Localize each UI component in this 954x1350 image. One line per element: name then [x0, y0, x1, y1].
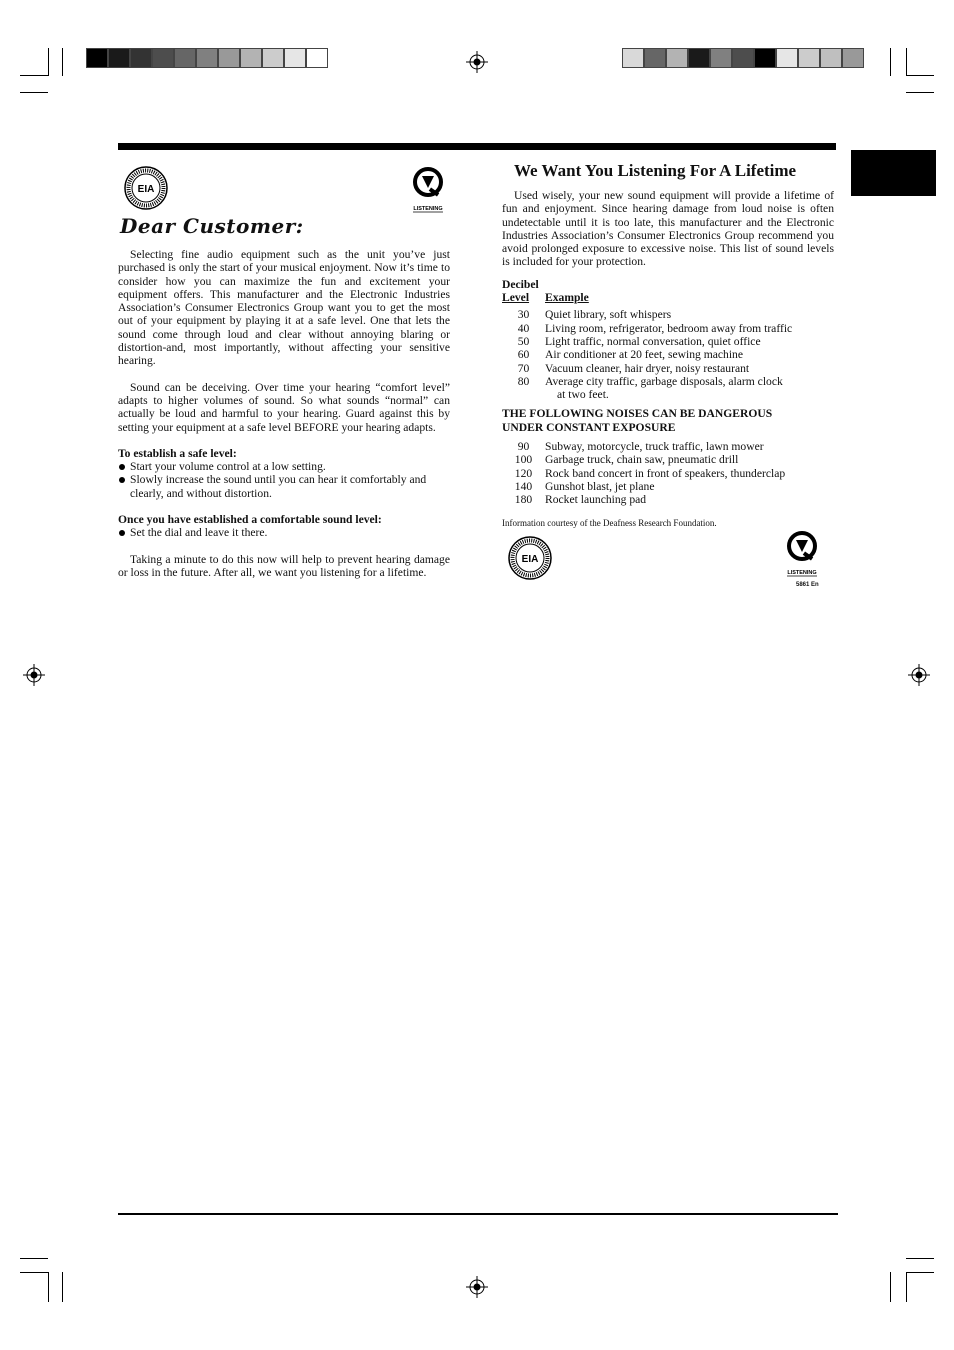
- list-item: Start your volume control at a low setting.: [118, 460, 450, 473]
- document-code: 5861 En: [796, 582, 819, 588]
- svg-text:EIA: EIA: [521, 554, 539, 565]
- color-swatch: [644, 48, 666, 68]
- color-bar-left: [86, 48, 328, 68]
- crop-mark: [20, 92, 48, 93]
- table-row: 90 Subway, motorcycle, truck traffic, lawn mower: [517, 440, 764, 454]
- example-column-header: Example: [545, 291, 589, 305]
- listening-lifetime-column: [502, 160, 834, 529]
- color-swatch: [262, 48, 284, 68]
- color-swatch: [174, 48, 196, 68]
- table-row: 70 Vacuum cleaner, hair dryer, noisy restaurant: [517, 361, 750, 375]
- paragraph: Taking a minute to do this now will help to prevent hearing damage or loss in the future. After all, we want you listening for a lifetime.: [118, 552, 450, 579]
- crop-mark: [20, 1272, 48, 1273]
- crop-mark: [48, 1272, 49, 1302]
- crop-mark: [62, 48, 63, 76]
- svg-text:LISTENING: LISTENING: [787, 570, 817, 576]
- color-swatch: [108, 48, 130, 68]
- crop-mark: [20, 1258, 48, 1259]
- crop-mark: [890, 48, 891, 76]
- danger-heading: THE FOLLOWING NOISES CAN BE DANGEROUS UNDER CONSTANT EXPOSURE: [502, 407, 773, 434]
- table-row: 140 Gunshot blast, jet plane: [514, 479, 655, 493]
- crop-mark: [62, 1272, 63, 1302]
- color-bar-right: [622, 48, 864, 68]
- crop-mark: [48, 48, 49, 76]
- bottom-rule: [118, 1213, 838, 1215]
- table-row: 80 Average city traffic, garbage disposals, alarm clock: [517, 374, 783, 388]
- table-row: 30 Quiet library, soft whispers: [517, 308, 672, 322]
- list-item: Slowly increase the sound until you can hear it comfortably and clearly, and without distortion.: [118, 473, 450, 500]
- crop-mark: [20, 75, 48, 76]
- color-swatch: [196, 48, 218, 68]
- danger-level-table: [502, 440, 785, 506]
- page-title: We Want You Listening For A Lifetime: [514, 161, 797, 180]
- top-rule: [118, 143, 836, 150]
- registration-mark-icon: [908, 664, 930, 686]
- table-row: 120 Rock band concert in front of speakers, thunderclap: [514, 466, 786, 480]
- color-swatch: [754, 48, 776, 68]
- table-row: 50 Light traffic, normal conversation, quiet office: [517, 334, 761, 348]
- crop-mark: [906, 48, 907, 76]
- paragraph: Sound can be deceiving. Over time your hearing “comfort level” adapts to higher volumes of sound. So what sounds “normal” can actually be loud and harmful to your hearing. Guard against this by setting your equipment at a safe level BEFORE your hearing adapts.: [118, 380, 450, 434]
- credit-note: Information courtesy of the Deafness Research Foundation.: [502, 517, 717, 528]
- table-row: 100 Garbage truck, chain saw, pneumatic drill: [514, 453, 739, 467]
- dear-customer-heading: Dear Customer:: [120, 214, 304, 238]
- paragraph: Selecting fine audio equipment such as the unit you’ve just purchased is only the start of your musical enjoyment. Now it’s time to consider how you can maximize the fun and excitement your equipment offers. This manufacturer and the Electronic Industries Association’s Consumer Electronics Group want you to get the most out of your equipment by playing it at a safe level. One that lets the sound come through loud and clear without annoying blaring or distortion-and, most importantly, without affecting your sensitive hearing.: [118, 248, 450, 368]
- registration-mark-icon: [23, 664, 45, 686]
- comfort-level-heading: Once you have established a comfortable sound level:: [118, 513, 382, 527]
- crop-mark: [890, 1272, 891, 1302]
- color-swatch: [218, 48, 240, 68]
- eia-logo: [508, 536, 552, 580]
- color-swatch: [820, 48, 842, 68]
- crop-mark: [906, 1272, 907, 1302]
- color-swatch: [732, 48, 754, 68]
- safe-level-heading: To establish a safe level:: [118, 446, 237, 460]
- level-column-header: Level: [502, 291, 530, 305]
- color-swatch: [152, 48, 174, 68]
- section-tab: [851, 150, 936, 196]
- color-swatch: [688, 48, 710, 68]
- table-row: 40 Living room, refrigerator, bedroom away from traffic: [517, 321, 793, 335]
- color-swatch: [130, 48, 152, 68]
- color-swatch: [776, 48, 798, 68]
- table-row: 180 Rocket launching pad: [514, 493, 647, 507]
- list-item: Set the dial and leave it there.: [118, 526, 450, 539]
- color-swatch: [240, 48, 262, 68]
- svg-text:EIA: EIA: [137, 184, 155, 195]
- color-swatch: [622, 48, 644, 68]
- listening-q-logo: [782, 530, 822, 580]
- registration-mark-icon: [466, 51, 488, 73]
- paragraph: Used wisely, your new sound equipment will provide a lifetime of fun and enjoyment. Since hearing damage from loud noise is often undetectable until it is too late, this manufacturer and the Electronic Industries Association’s Consumer Electronics Group recommend you avoid prolonged exposure to excessive noise. This list of sound levels is included for your protection.: [502, 189, 834, 269]
- color-swatch: [284, 48, 306, 68]
- color-swatch: [798, 48, 820, 68]
- table-row: 60 Air conditioner at 20 feet, sewing machine: [517, 348, 743, 362]
- crop-mark: [906, 92, 934, 93]
- color-swatch: [710, 48, 732, 68]
- color-swatch: [306, 48, 328, 68]
- crop-mark: [906, 1272, 934, 1273]
- dear-customer-column: [118, 160, 450, 579]
- table-row: at two feet.: [557, 388, 609, 402]
- color-swatch: [666, 48, 688, 68]
- registration-mark-icon: [466, 1276, 488, 1298]
- decibel-header: Decibel: [502, 277, 539, 291]
- color-swatch: [842, 48, 864, 68]
- crop-mark: [906, 1258, 934, 1259]
- color-swatch: [86, 48, 108, 68]
- svg-text:LISTENING: LISTENING: [413, 206, 443, 212]
- sound-level-table: [502, 291, 792, 401]
- crop-mark: [906, 75, 934, 76]
